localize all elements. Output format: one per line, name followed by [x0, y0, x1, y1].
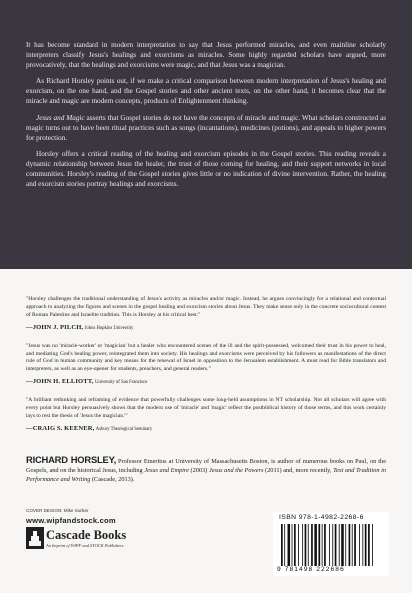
- barcode-icon: [279, 524, 383, 566]
- endorsement-1: [26, 296, 386, 333]
- endorser-name: —JOHN H. ELLIOTT,: [26, 378, 94, 386]
- publisher-logo: [26, 527, 146, 549]
- endorsement-3: [26, 397, 386, 434]
- endorsement-attribution: [26, 378, 386, 387]
- endorsement-attribution: [26, 324, 386, 333]
- endorsement-quote: "Jesus was no 'miracle-worker' or 'magician' but a healer who encountered scenes of the ill and the spirit-possessed, welcomed their trust in his power to heal, and mediating God's healing power, reintegrated them into society. His healings and exorcisms were perceived by his followers as manifestations of the direct rule of God in human community and key means for the renewal of Israel in opposition to the Jerusalem establishment. A must read for Bible translators and interpreters, as well as an eye-opener for students, preachers, and general readers.": [26, 342, 386, 373]
- bio-book-1: Jesus and Empire: [144, 467, 189, 474]
- description-paragraph-2: As Richard Horsley points out, if we make a critical comparison between modern interpretation of Jesus's healing and exorcism, on the one hand, and the Gospel stories and other ancient texts, on the other hand, it becomes clear that the miracle and magic are modern concepts, products of Enlightenment thinking.: [26, 77, 386, 106]
- endorsement-quote: "A brilliant rethinking and reframing of evidence that powerfully challenges some long-held assumptions in NT scholarship. Not all scholars will agree with every point but Horsley persuasively shows that the modern use of 'miracle' and 'magic' reflect the postbiblical history of those terms, and this work certainly lays to rest the thesis of 'Jesus the magician.'": [26, 397, 386, 419]
- bio-text-3: (2011) and, more recently,: [263, 467, 334, 474]
- endorser-name: —CRAIG S. KEENER,: [26, 424, 95, 432]
- bio-text-2: (2003): [188, 467, 209, 474]
- endorsement-attribution: [26, 425, 386, 434]
- cover-design-credit: COVER DESIGN: Mike Surber: [26, 508, 89, 513]
- book-title-italic: Jesus and Magic: [36, 113, 85, 122]
- description-paragraph-1: It has become standard in modern interpretation to say that Jesus performed miracles, and even mainline scholarly interpreters classify Jesus's healings and exorcisms as miracles. Some highly regarded scholars have argued, more provocatively, that the healings and exorcisms were magic, and that Jesus was a magician.: [26, 41, 386, 70]
- barcode-panel: [273, 512, 389, 576]
- description-paragraph-3-rest: asserts that Gospel stories do not have the concepts of miracle and magic. What scholars constructed as magic turns out to have been ritual practices such as songs (incantations), medicines (potions), and appeals to higher powers for protection.: [26, 113, 386, 142]
- bio-text-1: Professor Emeritus at University of Massachusetts Boston, is author of numerous books on Paul, on the Gospels, and on the historical Jesus, including: [26, 458, 387, 474]
- bio-book-3: Text and Tradition in Performance and Writing: [26, 467, 386, 483]
- endorser-affiliation: Asbury Theological Seminary: [95, 426, 153, 432]
- endorsements: [26, 296, 386, 444]
- bio-book-2: Jesus and the Powers: [208, 467, 264, 474]
- publisher-name: Cascade Books: [46, 528, 127, 542]
- endorser-affiliation: Johns Hopkins University: [84, 325, 134, 331]
- isbn-label: ISBN 978-1-4982-2268-6: [279, 514, 364, 521]
- endorser-affiliation: University of San Francisco: [94, 380, 148, 386]
- endorsement-2: [26, 343, 386, 388]
- bio-text-4: (Cascade, 2013).: [90, 476, 135, 483]
- author-name: RICHARD HORSLEY,: [26, 454, 116, 465]
- barcode-number: 9 781498 222686: [277, 566, 345, 573]
- description-paragraph-3: [26, 113, 386, 143]
- author-bio: [26, 455, 386, 484]
- endorsement-quote: "Horsley challenges the traditional understanding of Jesus's activity as miracles and/or magic. Instead, he argues convincingly for a relational and contextual approach to analyzing the figures and scenes in the gospel healing and exorcism stories about Jesus. They make sense only in the concrete sociocultural contest of Roman Palestine and Israelite tradition. This is Horsley at his critical best.": [26, 296, 386, 318]
- publisher-tagline: An Imprint of WIPF and STOCK Publishers: [46, 543, 124, 548]
- description-paragraph-4: Horsley offers a critical reading of the healing and exorcism episodes in the Gospel stories. This reading reveals a dynamic relationship between Jesus the healer, the trust of those coming for healing, and their support networks in local communities. Horsley's reading of the Gospel stories gives little or no indication of divine intervention. Rather, the healing and exorcism stories portray healings and exorcisms.: [26, 149, 386, 189]
- publisher-website: www.wipfandstock.com: [26, 516, 116, 525]
- endorser-name: —JOHN J. PILCH,: [26, 323, 84, 331]
- cascade-books-mark-icon: [26, 527, 44, 549]
- description-panel: [0, 0, 412, 269]
